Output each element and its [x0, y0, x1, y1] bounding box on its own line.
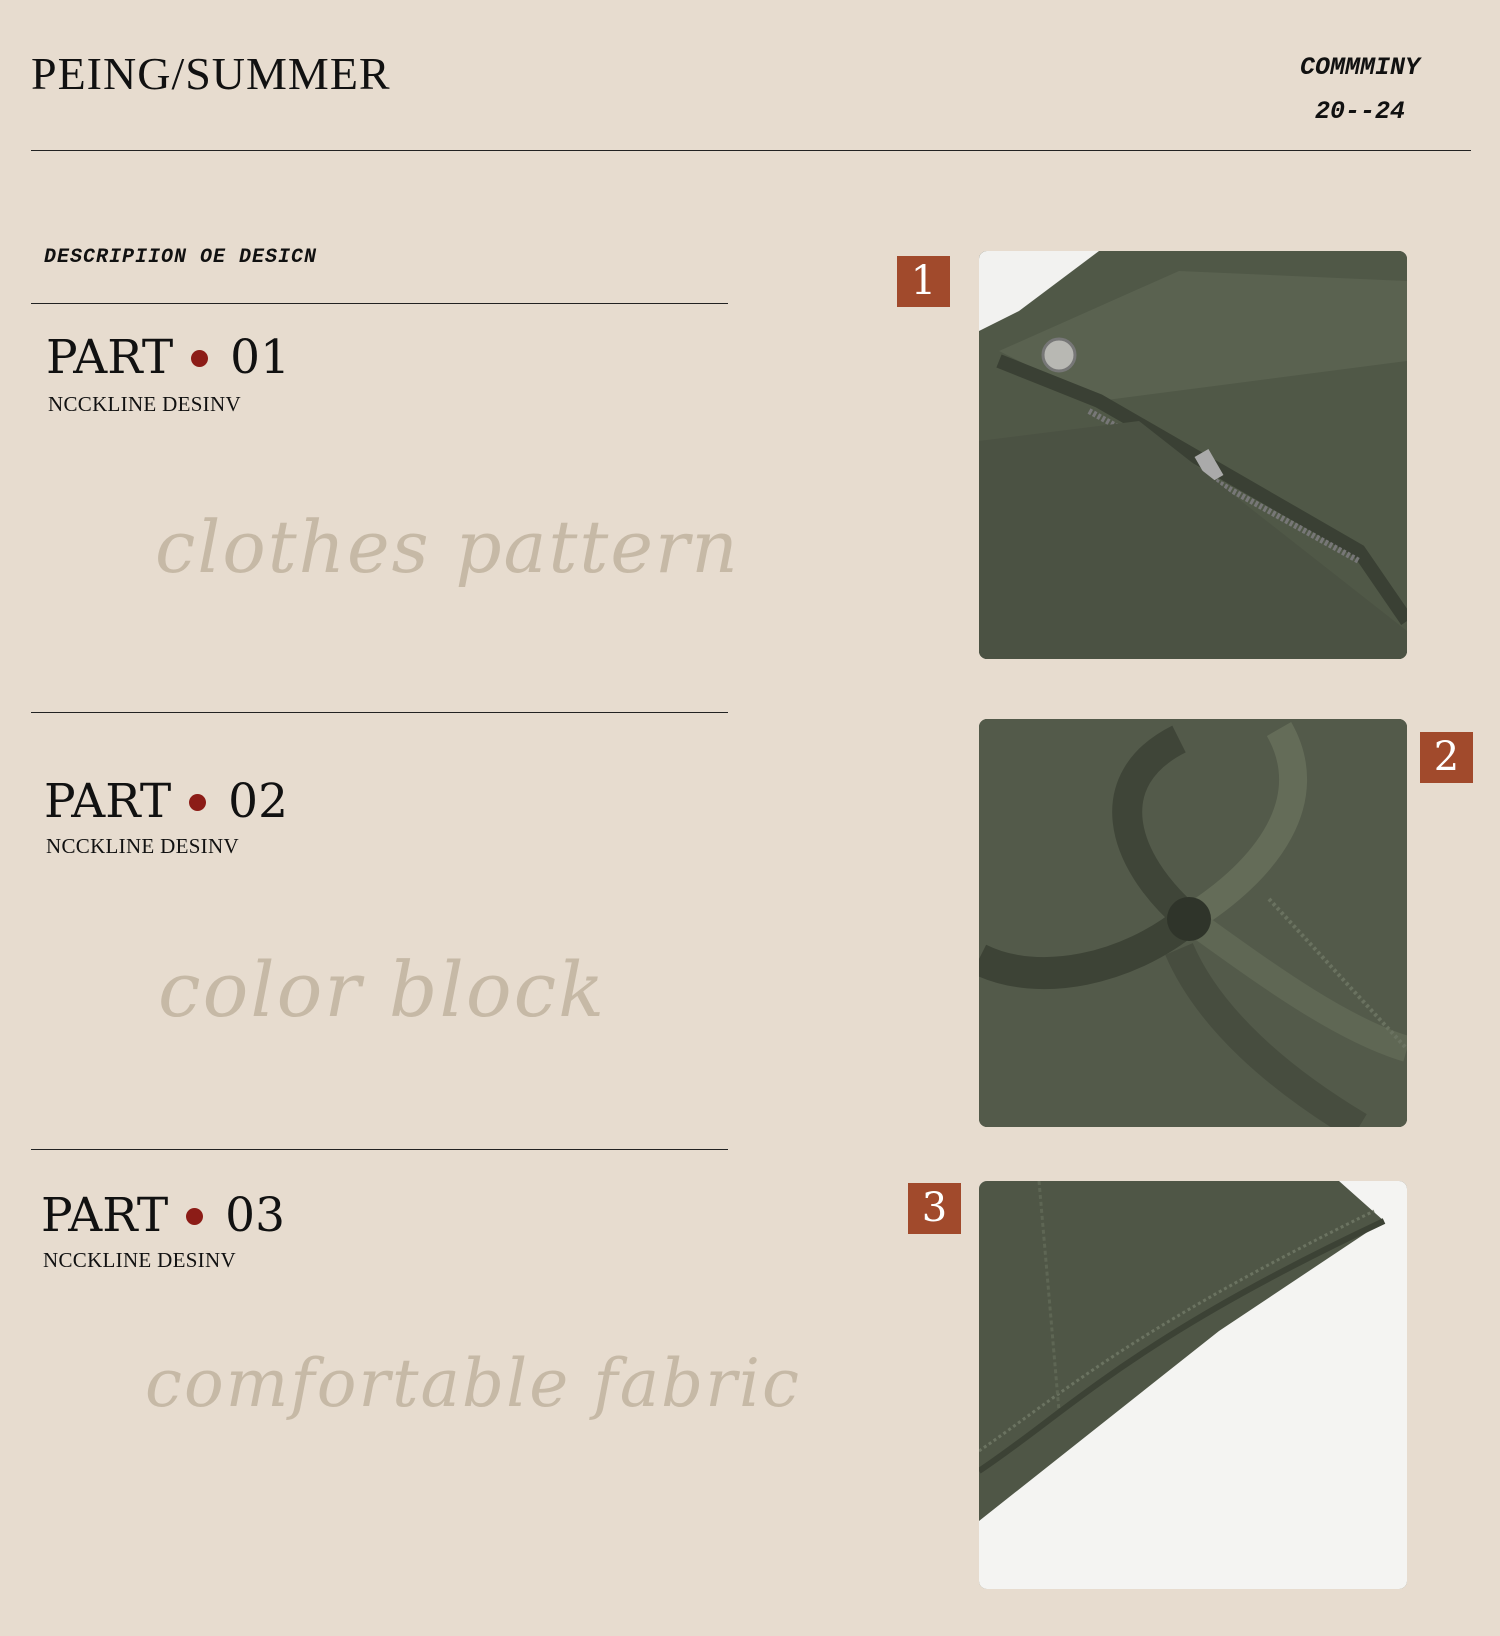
fabric-photo-twist [979, 719, 1407, 1127]
badge-1: 1 [897, 256, 950, 307]
bullet-dot [186, 1208, 203, 1225]
part-label: PART [41, 1188, 169, 1243]
part-02-subtitle: NCCKLINE DESINV [46, 834, 239, 858]
badge-3: 3 [908, 1183, 961, 1234]
part-01-script: clothes pattern [155, 505, 740, 589]
part-03-heading [41, 1188, 285, 1244]
part-02-heading [44, 774, 288, 830]
part-number: 01 [230, 330, 290, 385]
bullet-dot [191, 350, 208, 367]
part-label: PART [44, 774, 172, 829]
section-divider-1 [31, 303, 728, 304]
part-01-subtitle: NCCKLINE DESINV [48, 392, 241, 416]
part-label: PART [46, 330, 174, 385]
brand-title: PEING/SUMMER [31, 48, 391, 99]
collection-name: COMMMINY [1299, 53, 1421, 82]
part-03-script: comfortable fabric [145, 1345, 801, 1422]
fabric-photo-zipper [979, 251, 1407, 659]
bullet-dot [189, 794, 206, 811]
part-03-subtitle: NCCKLINE DESINV [43, 1248, 236, 1272]
section-divider-2 [31, 712, 728, 713]
part-02-script: color block [158, 945, 607, 1034]
header-divider [31, 150, 1471, 151]
part-number: 02 [228, 774, 288, 829]
part-01-heading [46, 330, 290, 386]
description-title: DESCRIPIION OE DESICN [44, 246, 318, 269]
collection-label [1270, 46, 1450, 134]
badge-2: 2 [1420, 732, 1473, 783]
fabric-photo-hem [979, 1181, 1407, 1589]
part-number: 03 [225, 1188, 285, 1243]
section-divider-3 [31, 1149, 728, 1150]
collection-year: 20--24 [1314, 97, 1405, 126]
